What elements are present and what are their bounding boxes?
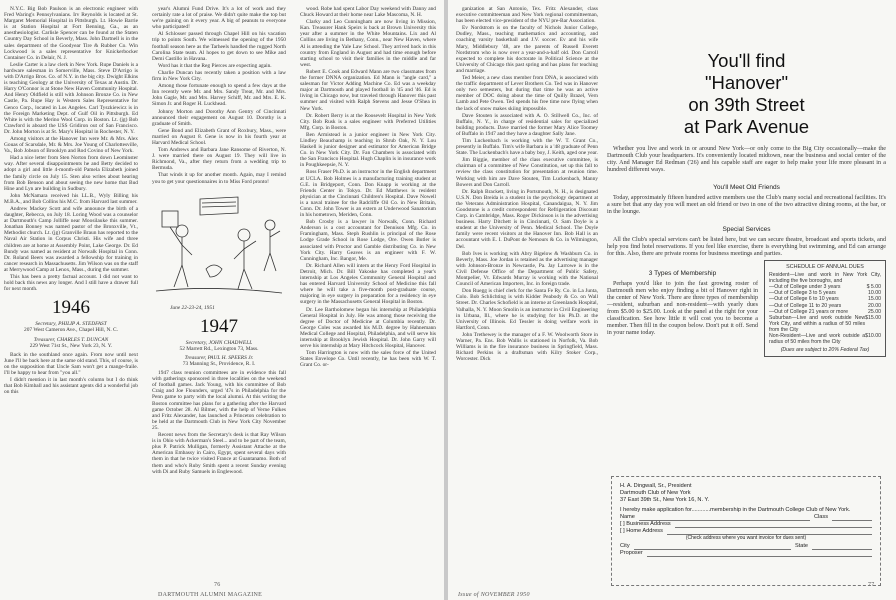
class-1947-secretary: Secretary, JOHN CHADWELL bbox=[185, 339, 253, 346]
coupon-proposer-field[interactable] bbox=[647, 550, 872, 557]
class-notes-1947-right-paragraph: Ted Meier, a new class member from DNA, is associated with the traffic department of Lever Brothers Co. Ted was in Hanover only two semesters, but during that time he was an active member of DOC doing about the time of Quilly Brazel, Vern Lamb and Pete Owen. Ted spends his free time now flying when the lack of snow makes skiing impossible. bbox=[456, 75, 598, 112]
class-1947-heading: 1947 bbox=[200, 315, 238, 337]
class-notes-1946-cont-paragraph: Al Schlosser passed through Chapel Hill on his vacation trip to points South. We witnessed the opening of the 1950 football season here as the Tarheels handled the rugged North Carolina State team. Al hopes to get down to see Mike and Demi Castillo in Havana. bbox=[152, 31, 286, 62]
left-column-3 bbox=[300, 6, 436, 580]
class-notes-1947-cont-paragraph: Tom Harrington is now with the sales force of the United States Envelope Co. Until recently, he has been with W. T. Grant Co. or- bbox=[300, 350, 436, 369]
ad-subhead-friends: You'll Meet Old Friends bbox=[713, 184, 780, 191]
class-1947-treasurer: Treasurer, PAUL H. SPEERS Jr. bbox=[184, 354, 254, 361]
class-notes-1947-cont-paragraph: Ben Armistead is a junior engineer in New York City. Lindley Beauchamp is teaching in Shrub Oak, N. Y. Lou Haskell is junior designer and estimator for American Bridge Co. in New York City. Dr. Fan Chambers is associated with the San Francisco Hospital. Hugh Chaplin is in insurance work in Poughkeepsie, N. Y. bbox=[300, 131, 436, 169]
ad-membership-text bbox=[607, 260, 758, 357]
coupon-city-field[interactable] bbox=[634, 543, 791, 550]
class-notes-1947-cont-paragraph: Robert E. Cook and Edward Mann are two classmates from the former DNNA organization. Ed Mann is "angle card," a salesman for Victor Adding Machine Co. Ed was a weekday major at Dartmouth and played football in '45 and '46. Ed is living in Chicago now, but traveled through Hanover this past summer and visited with Ralph Stevens and Jesse O'Shea in New York. bbox=[300, 68, 436, 112]
class-notes-1945-paragraph: Andrew Mackey Scott and wife announce the birth of a daughter, Rebecca, on July 18. Loring Wood was a counselor at Dartmouth's Camp Jolliffe near Moosilauke this summer. Jonathan Bonney was named pastor of the Bronxville, Vt., Methodist church. Lt. (jg) Granville Braun has reported to the Naval Air Station in Corpus Christi. His wife and three children are at home at Assembly Point, Lake George. Dr. Ed Bundy was named as resident at Norwalk Hospital in Conn. Dr. Roland Beers was awarded a fellowship for training in cancer research in Massachusetts. Jim Wilson was on the staff at Merrywood Camp at Lenox, Mass., during the summer. bbox=[4, 206, 138, 273]
coupon-class-field[interactable] bbox=[832, 514, 872, 521]
ad-headline-line-2: "Hanover" bbox=[704, 72, 789, 93]
magazine-title: DARTMOUTH ALUMNI MAGAZINE bbox=[158, 592, 263, 598]
dues-schedule-panel bbox=[764, 260, 886, 357]
dues-row-label: —Out of College 3 to 5 years bbox=[769, 290, 836, 297]
coupon-proposer-row bbox=[620, 550, 872, 557]
ad-intro: Whether you live and work in or around New York—or only come to the Big City occasionally—make the Dartmouth Club your headquarters. It's conveniently located midtown, near the business and social center of the city. And Manager Ed Redman ('26) and his capable staff are eager to help make your life more pleasant in a hundred different ways. bbox=[607, 146, 886, 173]
class-notes-1945-paragraph: N.Y.C. Big Bob Paulson is an electronic engineer with Fred Waring's Pennsylvanians. Irv Reynolds is located at St. Margaret Memorial Hospital in Pittsburgh. Lt. Howie Barrie is at Station Hospital at Fort Benning, Ga., as an anesthesiologist. Carlisle Spencer can be found at the Staten Country Day School in Beverly, Mass. John Dartnell is in the sales department of the Goodyear Tire & Rubber Co. Win Lockwood is a sales representative for Knickerbocker Container Co. in Delair, N. J. bbox=[4, 6, 138, 61]
class-notes-1946-cont-paragraph: That winds it up for another month. Again, may I remind you to get your questionnaires in to Miss Ford pronto! bbox=[152, 172, 286, 185]
dues-row-amount: 10.00 bbox=[868, 290, 881, 297]
coupon-home-field[interactable] bbox=[667, 528, 872, 535]
class-notes-1946-cont-paragraph: Gene Bond and Elizabeth Grant of Roxbury, Mass., were married on August 8. Gene is now in his fourth year at Harvard Medical School. bbox=[152, 127, 286, 146]
class-notes-1947-right-paragraph: Don Ruegg is chief clerk for the Santa Fe Ry. Co. in La Junta, Colo. Bob Schlichting is with Kidder Peabody & Co. on Wall Street. Dr. Charles Schofield is an interne at Greenlands Hospital, Valhalla, N. Y. Moon Smolin is an instructor in Civil Engineering in Urbana, Ill., where he is studying for his Ph.D. at the University of Illinois. Ed Tessler is doing welfare work in Hartford, Conn. bbox=[456, 288, 598, 331]
class-1946-treasurer-address: 229 West 71st St., New York 23, N. Y. bbox=[29, 342, 113, 349]
ad-para-services: All the Club's special services can't be listed here, but we can secure theatre, broadcast and sports tickets, and help you find hotel reservations. If you feel like exercise, there is everything but swimming, and Ed can arrange for this. Also, there are private rooms for business meetings and parties. bbox=[607, 237, 886, 257]
class-notes-1947-paragraph: Recent news from the Secretary's desk is that Ray Wilson is in Ohio with Ackerman's Steel... and to be part of the team, plus P. Patrick Mulligan, formerly Assistant Attache at the American Embassy in Cairo, Egypt, spent several days with them in that he twice visited France at Guantanamo. Both of them and who's Ruby Smith spent a recent Sunday evening with Di and Ruby Samuels in Englewood. bbox=[152, 432, 286, 475]
class-notes-1947-cont-paragraph: Ross Fraser Ph.D. is an instructor in the English department at UCLA. Bob Holmes is a manufacturing training student at G.E. in Bridgeport, Conn. Don Knapp is working at the Friends Center in Tokyo. Dr. Ed Matthews is resident physician at the Cincinnati Children's Hospital. Dave Nowell is a naval trainee for the Radcliffe Oil Co. in New Britain, Conn. Dr. John Tower is an extern at Underwood Sanatorium in his hometown, Meriden, Conn. bbox=[300, 169, 436, 219]
left-column-1 bbox=[4, 6, 138, 580]
dues-row-amount: 20.00 bbox=[868, 302, 881, 309]
dues-row-label: —Out of College 11 to 20 years bbox=[769, 302, 842, 309]
class-notes-1947-cont-paragraph: Dr. Richard Allen will intern at the Henry Ford Hospital in Detroit, Mich. Dr. Bill Yakoske has completed a year's internship at Los Angeles Community General Hospital and has entered Harvard University School of Medicine this fall where he will take a five-month post-graduate course, majoring in eye surgery in preparation for a residency in eye surgery in the Massachusetts General Hospital in Boston. bbox=[300, 262, 436, 306]
class-notes-1946-paragraph: I didn't mention it in last month's column but I do think that Bob Kimball and his assistant agents did a wonderful job on this bbox=[4, 377, 138, 396]
dues-nonresident-label: Non-Resident—Live and work outside a radius of 50 miles from the City bbox=[769, 333, 866, 346]
ad-body bbox=[607, 146, 886, 357]
left-column-2 bbox=[152, 6, 286, 580]
class-notes-1947-right-paragraph: Jim Biggie, member of the class executive committee, is chairman of a committee of New Constitution, set up this fall to review the class constitution for presentation at reunion time. Working with him are Dave Stouten, Tim Luckenbach, Manny Bowers and Don Carroll. bbox=[456, 157, 598, 188]
cartoon-caption: June 22-23-24, 1951 bbox=[170, 304, 215, 311]
coupon-name-field[interactable] bbox=[639, 514, 810, 521]
dues-suburban-label: Suburban—Live and work outside New York City, and within a radius of 50 miles from the City bbox=[769, 314, 866, 333]
coupon-business-checkbox[interactable]: [ ] Business Address bbox=[620, 521, 671, 528]
dues-title: SCHEDULE OF ANNUAL DUES bbox=[786, 264, 864, 270]
class-1946-secretary: Secretary, PHILIP A. STEDFAST bbox=[35, 321, 107, 328]
dartmouth-club-advertisement bbox=[607, 6, 886, 591]
class-1946-heading: 1946 bbox=[52, 297, 90, 319]
right-column-1 bbox=[456, 6, 598, 580]
dues-row-label: —Out of College under 3 years bbox=[769, 284, 841, 291]
class-notes-1945-paragraph: Leslie Carter is a law clerk in New York. Rupe Daniels is a hardware salesman in Somerville, Mass. Steve D'Arrigo is with D'Arrigo Bros. Co. of N.Y. in the big city. Dwight Elkins is teaching Geology at the University of Texas at Austin. Dr. Harry O'Connor is at Stone New Haven Community Hospital. And Henry Oldfield is still with Johnson Bronze Co. in New Castle, Pa. Rupe Hay is Western Sales Representative for Genco Corp., located in Los Angeles. Carl Tyszkiewicz is in the Foreign Marketing Dept. of Gulf Oil in Pittsburgh. Ed White is with the Merino Wool Corp. in Boston. Lt. (jg) Bob Crawford is aboard the USS Gridiron out of San Francisco. Dr. John Morton is at St. Mary's Hospital in Rochester, N. Y. bbox=[4, 61, 138, 135]
class-notes-1946-cont-paragraph: Charlie Duncan has recently taken a position with a law firm in New York City. bbox=[152, 69, 286, 83]
dues-row-label: —Out of College 21 years or more bbox=[769, 308, 849, 315]
class-1947-treasurer-address: 73 Manning St., Providence, R. I. bbox=[182, 361, 256, 367]
class-notes-1945-paragraph: John McNamara received his LL.B., Wyly Billing his M.B.A., and Bob Collins his M.C. from Harvard last summer. bbox=[4, 192, 138, 205]
coupon-business-row bbox=[620, 521, 872, 528]
ad-membership-row bbox=[607, 260, 886, 357]
dues-resident-label: Resident—Live and work in New York City, including the five boroughs, and bbox=[769, 272, 881, 285]
class-notes-1947-paragraph: 1947 class reunion committees are in evidence this fall with gatherings sponsored in three localities on the weekend of football games. Jack Young, with his committee of Bob Craig and Joe Flounders, urged '47s in Philadelphia for the Penn game to party with the local alumni. At this writing the Boston committee has plans for a gathering after the Harvard game October 28. Al Bilmer, with the help of Verne Fulkes and Fritz Alexander, has launched a Princeton celebration to be held at the Dartmouth Club in New York City November 25. bbox=[152, 370, 286, 431]
ad-para-friends: Today, approximately fifteen hundred active members use the Club's many social and recreational facilities. It's a sure bet that any day you will meet an old friend or two in one of the two attractive dining rooms, at the bar, or in the lounge. bbox=[607, 195, 886, 215]
dues-tax-note: (Dues are subject to 20% Federal Tax) bbox=[780, 347, 870, 354]
coupon-class-label: Class bbox=[814, 513, 828, 520]
coupon-city-label: City bbox=[620, 542, 630, 549]
ad-headline bbox=[607, 50, 886, 138]
page-number-76: 76 bbox=[214, 582, 221, 588]
class-notes-1946-cont-paragraph: Word has it that the Reg Pierces are expecting again. bbox=[158, 62, 272, 69]
class-notes-1947-cont-paragraph: Dr. Robert Berry is at the Roosevelt Hospital in New York City. Bob Rusk is a sales engineer with Preferred Utilities Mfg. Corp. in Boston. bbox=[300, 112, 436, 131]
coupon-addressee-1: H. A. Dingwall, Sr., President bbox=[620, 483, 692, 489]
class-notes-1947-right-paragraph: John Trethewey is the manager of a F. W. Woolworth Store in Warner, Pa. Ens. Bob Wallis is stationed in Norfolk, Va. Bob Williams is in the fire insurance business in Springfield, Mass. Richard Perkins is a draftsman with Kilry Stoker Corp., Worcester. Dick bbox=[456, 331, 598, 363]
coupon-home-checkbox[interactable]: [ ] Home Address bbox=[620, 528, 663, 535]
class-1946-treasurer: Treasurer, CHARLES T. DUNCAN bbox=[33, 336, 109, 343]
page-number-77: 77 bbox=[868, 582, 875, 588]
class-notes-1945-paragraph: Among visitors at the Hanover Inn were Mr. & Mrs. Alex Gouas of Scarsdale, Mr. & Mrs. Joe Young of Charlottesville, Va., Bob Jobson of Brooklyn and Rod Covino of New York. bbox=[4, 135, 138, 155]
coupon-name-row bbox=[620, 514, 872, 521]
class-notes-1947-right-paragraph: Ev Nordstrom is on the faculty of Nichols Junior College, Dudley, Mass., teaching mathematics and accounting, and coaching varsity basketball and J.V. soccer. Ev and his wife Mary, Middlebury '48, are the parents of Russell Everett Nordstrom who is now over a year-and-a-half old. Don Carroll expected to complete his doctorate in Political Science at the University of Chicago this past spring and has plans for teaching and marriage. bbox=[456, 25, 598, 74]
class-notes-1946-cont-paragraph: Johnny Morton and Dorothy Ann Gentry of Cincinnati announced their engagement on August 10. Dorothy is a graduate of Smith. bbox=[152, 108, 286, 127]
ad-subhead-membership: 3 Types of Membership bbox=[648, 270, 717, 277]
dues-suburban-row bbox=[769, 315, 881, 333]
dues-nonresident-amount: $10.00 bbox=[865, 333, 881, 340]
class-notes-1945-paragraph: Had a nice letter from Sten Norton from down Leominster way. After several disappointments he and Betty decided to adopt a girl and little 4-month-old Pamela Elizabeth joined the family circle on July 15. Sten also writes about hearing from Bob Benson and about seeing the new home that Bud Hine and Lyn are building in Sudbury. bbox=[4, 155, 138, 192]
class-notes-1947-cont-paragraph: wood. Robe had spent Labor Day weekend with Danny and Chuck Howard at their home near Lake Mascoma, N. H. bbox=[300, 6, 436, 19]
class-notes-1945-paragraph: This has been a pretty factual account. I did not want to hold back this news any longer. And I still have a drawer full for next month. bbox=[4, 274, 138, 293]
class-notes-1947-right-paragraph: Dr. Ralph Brackett, living in Portsmouth, N. H., is designated U.S.N. Don Breida is a student in the psychology department at the Veterans Administration Hospital, Canandaigua, N. Y. Jim Goodstone is a credit correspondent for Refrigeration Discount Corp. in Cambridge, Mass. Roger Dickinson is in the advertising business. Harry Ditchett is in Cincinnati, O. Sam Doyle is a student at the University of Penn. Medical School. The Doyle family were recent visitors at the Hanover Inn. Bob Hall is an accountant with E. I. DuPont de Nemours & Co. in Wilmington, Del. bbox=[456, 188, 598, 250]
reunion-cartoon-drawing bbox=[152, 191, 286, 303]
dues-row-label: —Out of College 6 to 10 years bbox=[769, 296, 839, 303]
class-notes-1947-cont-paragraph: Clarky and Leo Cunningham are now living in Mission, Kan. Treasurer Hank Speirs is back at Brown University this year after a summer in the White Mountains. Lix and Al Collins are living in Bethany, Conn., near New Haven, where Al is attending the Yale Law School. They arrived back in this country from England in August and had time enough before starting school to visit their families in the middle and far west. bbox=[300, 19, 436, 68]
ad-headline-line-1: You'll find bbox=[707, 50, 786, 71]
membership-coupon[interactable] bbox=[611, 476, 881, 586]
coupon-state-field[interactable] bbox=[812, 543, 872, 550]
dues-nonresident-row bbox=[769, 333, 881, 345]
dues-row-amount: 15.00 bbox=[868, 296, 881, 303]
dues-row-amount: 25.00 bbox=[868, 308, 881, 315]
coupon-proposer-label: Proposer bbox=[620, 549, 643, 556]
class-notes-1946-cont-paragraph: year's Alumni Fund Drive. It's a lot of work and they certainly rate a lot of praise. We didn't quite make the top but we're gaining on it every year. A big of peanuts to everyone who participated! bbox=[152, 6, 286, 31]
reunion-cartoon bbox=[152, 191, 286, 303]
coupon-state-label: State bbox=[794, 542, 808, 549]
ad-headline-line-3: on 39th Street bbox=[688, 94, 805, 115]
ad-para-membership: Perhaps you'd like to join the fast growing roster of Dartmouth men who enjoy finding a bit of Hanover right in the center of New York. There are three types of membership—resident, suburban and non-resident—with yearly dues from $5.00 to $25.00. Look at the panel at the right for your classification. See how little it will cost you to become a member. Then fill in the coupon below. Don't put it off. Send in your name today. bbox=[607, 281, 758, 336]
class-notes-1947-right-paragraph: ganization at San Antonio, Tex. Fritz Alexander, class executive committeeman and New York regional committeeman, has been elected vice-president of the NYU pre-Bar Association. bbox=[456, 6, 598, 25]
coupon-city-row bbox=[620, 543, 872, 550]
class-1947-secretary-address: 52 Marrett Rd., Lexington 73, Mass. bbox=[179, 345, 259, 352]
coupon-business-field[interactable] bbox=[675, 521, 872, 528]
dues-suburban-amount: $15.00 bbox=[865, 314, 881, 321]
class-notes-1947-right-paragraph: Dave Stouten is associated with A. O. Stillwell Co., Inc. of Buffalo, N. Y., in charge of residential sales for specialized building products. Dave married the former Mary Alice Toomey of Buffalo in 1947 and they have a daughter Sally Jane. bbox=[456, 112, 598, 137]
coupon-name-label: Name bbox=[620, 513, 635, 520]
coupon-check-note: (Check address where you want invoice for dues sent) bbox=[685, 535, 807, 542]
class-notes-1946-cont-paragraph: Tom Andrews and Barbara Jane Ransome of Riverton, N. J. were married there on August 19. They will live in Richmond, Va., after they return from a wedding trip to Bermuda. bbox=[152, 147, 286, 172]
class-notes-1946-cont-paragraph: Among those fortunate enough to spend a few days at the Inn recently were Mr. and Mrs. Sandy Treat, Mr. and Mrs. John Gagle, Mr. and Mrs. Harvey Schiff, Mr. and Mrs. E. K. Simon Jr. and Roger H. Luckhead. bbox=[152, 83, 286, 108]
class-notes-1947-cont-paragraph: Bob Crosby is a lawyer in Norwalk, Conn. Richard Anderson is a cost accountant for Dennison Mfg. Co. in Framingham, Mass. Steph Rushlin is principal of the Rose Lodge Grade School in Rose Lodge, Ore. Owen Butler is associated with Proctor and Gamble distributing Co. in New York City. Harry Geaves is an engineer with F. W. Cunningham, Inc. Bangor, Me. bbox=[300, 219, 436, 262]
class-notes-1947-right-paragraph: Tim Luckenbach is working with the W. T. Grant Co., presently in Buffalo. Tim's wife Barbara is a '48 graduate of Penn State. The Luckenbach's have a baby boy, J. Keith, aged one year. bbox=[456, 137, 598, 157]
class-1946-secretary-address: 207 West Cameron Ave., Chapel Hill, N. C. bbox=[24, 327, 118, 334]
dues-row-amount: $ 5.00 bbox=[866, 284, 881, 291]
class-notes-1947-right-paragraph: Bob Ives is working with Abry Bigelow & Washburn Co. in Beverly, Mass. Joe Jordan is retained as the advertising manager with Johnson-Bronze in Newcastle, Pa. Jay Larrowe is in the Civil Defense Office of the Department of Public Safety, Montpelier, Vt. Edwards Murray is working with the National Council of American Importers, Inc. in foreign trade. bbox=[456, 250, 598, 288]
class-notes-1947-cont-paragraph: Dr. Lee Bartholomew began his internship at Philadelphia General Hospital in July. He was among those receiving the degree of Doctor of Medicine at Columbia recently. Dr. George Coles was awarded his M.D. degree by Hahnemann Medical College and Hospital, Philadelphia, and will serve his internship at Brooklyn Jewish Hospital. Dr. John Garry will serve his internship at Mary Hitchcock Hospital, Hanover. bbox=[300, 306, 436, 350]
ad-headline-line-4: at Park Avenue bbox=[683, 116, 810, 137]
coupon-addressee-2: Dartmouth Club of New York bbox=[620, 490, 691, 497]
coupon-addressee-3: 37 East 39th St., New York 16, N. Y. bbox=[620, 497, 710, 504]
coupon-application-text: I hereby make application for............membership in the Dartmouth College Club of New York. bbox=[620, 506, 851, 513]
left-page bbox=[0, 0, 444, 600]
coupon-home-row bbox=[620, 528, 872, 535]
issue-date: Issue of NOVEMBER 1950 bbox=[458, 592, 530, 598]
ad-subhead-services: Special Services bbox=[722, 226, 771, 233]
class-notes-1946-paragraph: Back in the southland once again. From now until next June I'll be back here at the same old stand. This, of course, is on the supposition that Uncle Sam won't get a mange-fraile. I'll be happy to hear from "you all." bbox=[4, 351, 138, 376]
